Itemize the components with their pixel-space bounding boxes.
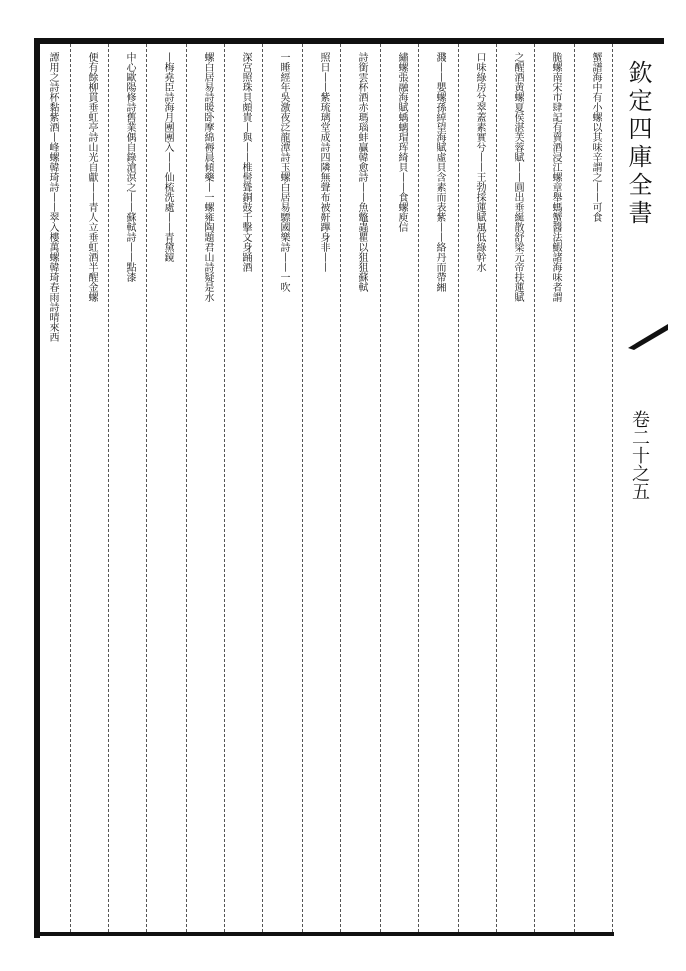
text-column-7: 詩銜雲杯酒赤瑪瑙蚌贏韓愈詩丨丨魚鼈蟲瞿以狙狙蘇軾: [356, 52, 367, 292]
text-column-16: [40, 52, 70, 932]
column-divider: [224, 44, 226, 932]
text-column-5: 濺丨丨嬰螺孫綽望海賦虛貝含素而表紫丨丨絡丹而帶緗: [434, 52, 445, 292]
text-column-14: 便有餘柳貫垂虹亭詩山光自獻丨丨青人立垂虹酒半醒金螺: [86, 52, 97, 302]
column-divider: [146, 44, 148, 932]
text-column-3: 之醒酒黄螺夏侯湛芙蓉賦丨丨圓出垂綖散舒梁元帝扶蓮賦: [512, 52, 523, 302]
text-column-11: 螺白居易詩暖卧摩綿褥晨傾藥丨一螺雍陶題君山詩疑是水: [202, 52, 213, 302]
column-divider: [496, 44, 498, 932]
column-divider: [186, 44, 188, 932]
text-column-6: 繡螺張融海賦蝺螭瑁珲綺貝丨丨食螺庾信: [396, 52, 407, 232]
column-divider: [262, 44, 264, 932]
column-divider: [340, 44, 342, 932]
fish-tail-mark-icon: [628, 320, 668, 350]
text-column-13: 中心歐陽修詩舊業偶自錄滄溟之丨丨蘇軾詩丨丨點漆: [124, 52, 135, 282]
text-column-9: 一睡經年吳激夜泛龍潭詩玉螺白居易驃國樂詩丨丨一吹: [278, 52, 289, 292]
text-column-12: 丨梅堯臣詩海月團團入丨丨仙梳洗處丨丨青黛鏡: [162, 52, 173, 262]
text-column-2: 脆螺南宋市肆記有賣酒浸江螺章舉螞蟹醬法鰕諸海味者謂: [550, 52, 561, 302]
column-divider: [534, 44, 536, 932]
column-divider: [574, 44, 576, 932]
column-divider: [458, 44, 460, 932]
text-column-15: 譚用之詩杯黏紫酒丨峰螺韓琦詩丨丨翠入樓萬螺韓琦春雨詩晴來西: [47, 52, 58, 342]
column-divider: [302, 44, 304, 932]
bottom-rule: [34, 932, 614, 936]
column-divider: [380, 44, 382, 932]
column-divider: [108, 44, 110, 932]
column-divider: [70, 44, 72, 932]
book-title: 欽定四庫全書: [624, 60, 652, 228]
text-column-1: 蟹譜海中有小螺以其味辛謂之丨丨可食: [590, 52, 601, 222]
text-column-10: 深宫照珠貝頗貴丨與丨丨椎髻聳銅鼓千擊文身踊酒: [240, 52, 251, 272]
text-column-8: 照日丨丨紫琉璃堂成詩四隣無聲布被鼾蹕身非丨丨: [318, 52, 329, 272]
column-divider: [418, 44, 420, 932]
column-divider: [612, 44, 614, 932]
volume-label: 卷二十之五: [629, 410, 650, 500]
text-column-4: 口味綠房兮翠蓋素實兮丨丨王勃採蓮賦風低綠幹水: [474, 52, 485, 272]
